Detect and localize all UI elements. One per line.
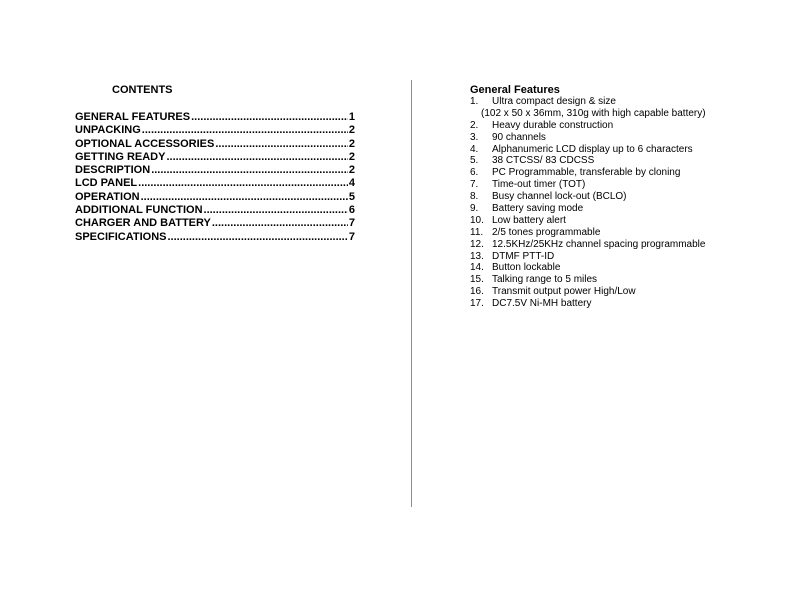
toc-entry-unpacking[interactable] (75, 124, 355, 137)
feature-text: 90 channels (492, 131, 546, 143)
feature-number: 7. (470, 179, 479, 191)
toc-label: LCD PANEL (75, 177, 138, 190)
feature-number: 10. (470, 214, 484, 226)
toc-page-number: 4 (348, 177, 355, 190)
toc-entry-operation[interactable] (75, 191, 355, 204)
feature-number: 16. (470, 286, 484, 298)
feature-number: 9. (470, 203, 479, 215)
feature-text: 12.5KHz/25KHz channel spacing programmable (492, 238, 706, 250)
feature-text: 38 CTCSS/ 83 CDCSS (492, 155, 595, 167)
contents-title: CONTENTS (112, 84, 173, 96)
feature-item (470, 144, 770, 156)
table-of-contents (75, 111, 355, 244)
feature-item (470, 132, 770, 144)
toc-page-number: 5 (348, 190, 355, 203)
toc-label: ADDITIONAL FUNCTION (75, 204, 203, 217)
feature-item (470, 167, 770, 179)
feature-item (470, 239, 770, 251)
feature-text: Alphanumeric LCD display up to 6 characters (492, 143, 693, 155)
toc-page-number: 6 (348, 204, 355, 217)
feature-item (470, 120, 770, 132)
feature-item (470, 251, 770, 263)
feature-text: Time-out timer (TOT) (492, 179, 586, 191)
toc-leader-dots (215, 138, 348, 151)
feature-text: Low battery alert (492, 214, 566, 226)
feature-number: 17. (470, 298, 484, 310)
toc-entry-charger-and-battery[interactable] (75, 217, 355, 230)
feature-number: 8. (470, 191, 479, 203)
feature-text: DC7.5V Ni-MH battery (492, 298, 592, 310)
toc-page-number: 2 (348, 150, 355, 163)
toc-label: OPTIONAL ACCESSORIES (75, 137, 215, 150)
feature-number: 14. (470, 262, 484, 274)
toc-leader-dots (166, 151, 347, 164)
feature-item (470, 298, 770, 310)
feature-text: Ultra compact design & size (492, 96, 616, 107)
toc-entry-getting-ready[interactable] (75, 151, 355, 164)
feature-number: 12. (470, 238, 484, 250)
feature-item (470, 286, 770, 298)
toc-label: SPECIFICATIONS (75, 230, 167, 243)
toc-entry-specifications[interactable] (75, 231, 355, 244)
toc-label: UNPACKING (75, 124, 141, 137)
feature-item (470, 274, 770, 286)
feature-number: 6. (470, 167, 479, 179)
feature-text: Busy channel lock-out (BCLO) (492, 191, 627, 203)
toc-page-number: 7 (348, 217, 355, 230)
feature-number: 3. (470, 131, 479, 143)
toc-leader-dots (204, 204, 348, 217)
feature-text: Transmit output power High/Low (492, 286, 636, 298)
feature-text: Button lockable (492, 262, 561, 274)
feature-number: 13. (470, 250, 484, 262)
toc-entry-general-features[interactable] (75, 111, 355, 124)
feature-number: 4. (470, 143, 479, 155)
toc-label: OPERATION (75, 190, 140, 203)
toc-entry-additional-function[interactable] (75, 204, 355, 217)
toc-page-number: 2 (348, 164, 355, 177)
toc-leader-dots (138, 177, 348, 190)
toc-entry-lcd-panel[interactable] (75, 177, 355, 190)
feature-text: Talking range to 5 miles (492, 274, 598, 286)
toc-page-number: 7 (348, 230, 355, 243)
toc-page-number: 2 (348, 137, 355, 150)
feature-item (470, 215, 770, 227)
toc-page-number: 2 (348, 124, 355, 137)
features-title: General Features (470, 84, 560, 96)
toc-page-number: 1 (348, 111, 355, 123)
feature-item (470, 155, 770, 167)
feature-item (470, 203, 770, 215)
toc-entry-description[interactable] (75, 164, 355, 177)
toc-leader-dots (142, 124, 348, 137)
feature-text: 2/5 tones programmable (492, 226, 601, 238)
feature-item (470, 96, 770, 108)
toc-leader-dots (151, 164, 348, 177)
toc-label: DESCRIPTION (75, 164, 151, 177)
feature-item (470, 227, 770, 239)
feature-number: 5. (470, 155, 479, 167)
feature-item (470, 262, 770, 274)
toc-leader-dots (191, 111, 348, 124)
feature-text: PC Programmable, transferable by cloning (492, 167, 681, 179)
feature-item (470, 179, 770, 191)
toc-leader-dots (141, 191, 348, 204)
feature-subtext: (102 x 50 x 36mm, 310g with high capable battery) (481, 107, 706, 119)
toc-label: GENERAL FEATURES (75, 111, 191, 123)
feature-number: 11. (470, 226, 484, 238)
feature-number: 1. (470, 96, 479, 107)
feature-number: 2. (470, 119, 479, 131)
toc-leader-dots (212, 217, 348, 230)
feature-number: 15. (470, 274, 484, 286)
toc-label: CHARGER AND BATTERY (75, 217, 211, 230)
toc-leader-dots (167, 231, 347, 244)
features-list (470, 96, 770, 310)
toc-label: GETTING READY (75, 150, 166, 163)
feature-text: Battery saving mode (492, 203, 584, 215)
feature-text: Heavy durable construction (492, 119, 614, 131)
toc-entry-optional-accessories[interactable] (75, 138, 355, 151)
page-divider (411, 80, 412, 507)
feature-item (470, 191, 770, 203)
feature-text: DTMF PTT-ID (492, 250, 555, 262)
